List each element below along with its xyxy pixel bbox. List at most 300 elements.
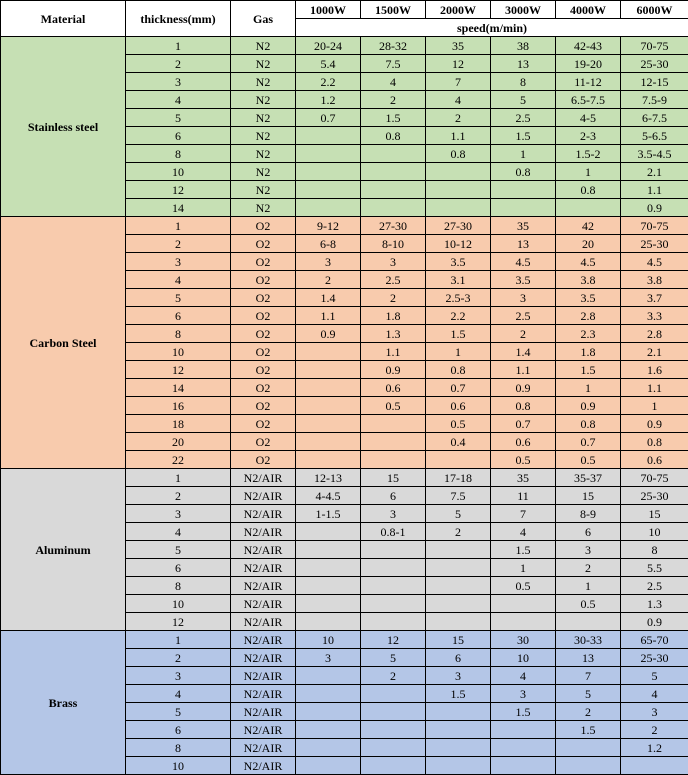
speed-cell: 7 [556, 667, 621, 685]
speed-cell: 0.8 [361, 127, 426, 145]
speed-cell [296, 343, 361, 361]
speed-cell [296, 397, 361, 415]
speed-cell [556, 757, 621, 775]
speed-cell: 13 [491, 235, 556, 253]
speed-cell: 1.5 [556, 361, 621, 379]
speed-cell: 1.5 [426, 325, 491, 343]
speed-cell: 12-13 [296, 469, 361, 487]
speed-cell: 1.1 [426, 127, 491, 145]
gas-cell: O2 [231, 379, 296, 397]
speed-cell: 1 [621, 397, 688, 415]
gas-cell: O2 [231, 397, 296, 415]
gas-cell: N2/AIR [231, 469, 296, 487]
speed-cell: 0.6 [361, 379, 426, 397]
header-gas: Gas [231, 1, 296, 37]
speed-cell [426, 739, 491, 757]
speed-cell: 12 [361, 631, 426, 649]
thickness-cell: 5 [126, 703, 231, 721]
speed-cell: 6 [361, 487, 426, 505]
speed-cell [426, 559, 491, 577]
speed-cell: 1 [556, 163, 621, 181]
speed-cell: 5.4 [296, 55, 361, 73]
speed-cell [361, 145, 426, 163]
speed-cell: 1.2 [621, 739, 688, 757]
gas-cell: O2 [231, 235, 296, 253]
speed-cell: 4.5 [621, 253, 688, 271]
header-thickness: thickness(mm) [126, 1, 231, 37]
speed-cell: 2 [361, 667, 426, 685]
speed-cell: 0.5 [556, 595, 621, 613]
table-row [1, 217, 688, 235]
speed-cell [361, 721, 426, 739]
thickness-cell: 12 [126, 361, 231, 379]
speed-cell [361, 541, 426, 559]
speed-cell [361, 163, 426, 181]
speed-cell: 65-70 [621, 631, 688, 649]
speed-cell: 2 [621, 721, 688, 739]
speed-cell: 4.5 [556, 253, 621, 271]
speed-cell: 3 [361, 253, 426, 271]
speed-cell [296, 685, 361, 703]
speed-cell: 3.5 [556, 289, 621, 307]
speed-cell: 5 [426, 505, 491, 523]
speed-cell: 0.8 [621, 433, 688, 451]
thickness-cell: 12 [126, 613, 231, 631]
speed-cell: 6-7.5 [621, 109, 688, 127]
gas-cell: N2 [231, 55, 296, 73]
speed-cell: 25-30 [621, 649, 688, 667]
speed-cell: 5 [491, 91, 556, 109]
speed-cell: 2 [426, 109, 491, 127]
speed-cell: 27-30 [361, 217, 426, 235]
speed-cell: 1.5 [491, 127, 556, 145]
speed-cell: 0.5 [361, 397, 426, 415]
gas-cell: N2/AIR [231, 595, 296, 613]
speed-cell: 6.5-7.5 [556, 91, 621, 109]
speed-cell [426, 757, 491, 775]
speed-cell: 70-75 [621, 469, 688, 487]
speed-cell [296, 739, 361, 757]
gas-cell: O2 [231, 307, 296, 325]
speed-cell: 13 [491, 55, 556, 73]
thickness-cell: 18 [126, 415, 231, 433]
speed-cell: 0.7 [491, 415, 556, 433]
thickness-cell: 3 [126, 667, 231, 685]
speed-cell [361, 703, 426, 721]
speed-cell: 1.4 [296, 289, 361, 307]
speed-cell: 0.8 [426, 361, 491, 379]
thickness-cell: 3 [126, 505, 231, 523]
gas-cell: N2/AIR [231, 667, 296, 685]
header-power-3000w: 3000W [491, 1, 556, 19]
speed-cell [296, 163, 361, 181]
speed-cell: 12 [426, 55, 491, 73]
speed-cell: 25-30 [621, 55, 688, 73]
speed-cell [296, 415, 361, 433]
speed-cell: 4 [491, 523, 556, 541]
speed-cell: 0.5 [426, 415, 491, 433]
gas-cell: N2/AIR [231, 649, 296, 667]
speed-cell [296, 523, 361, 541]
speed-cell: 2 [556, 559, 621, 577]
speed-cell [426, 703, 491, 721]
speed-cell: 2 [491, 325, 556, 343]
speed-cell: 1 [491, 559, 556, 577]
speed-cell: 8-9 [556, 505, 621, 523]
speed-cell: 0.9 [621, 613, 688, 631]
speed-cell [491, 739, 556, 757]
speed-cell: 0.8 [426, 145, 491, 163]
gas-cell: N2/AIR [231, 541, 296, 559]
speed-cell [426, 163, 491, 181]
speed-cell: 3 [426, 667, 491, 685]
speed-cell: 1.4 [491, 343, 556, 361]
speed-cell [491, 613, 556, 631]
speed-cell: 35 [491, 217, 556, 235]
speed-cell: 1.5 [361, 109, 426, 127]
speed-cell: 15 [621, 505, 688, 523]
speed-cell [361, 181, 426, 199]
speed-cell: 42 [556, 217, 621, 235]
speed-cell: 3 [491, 685, 556, 703]
speed-cell: 17-18 [426, 469, 491, 487]
thickness-cell: 1 [126, 469, 231, 487]
speed-cell: 1.8 [361, 307, 426, 325]
speed-cell: 1.8 [556, 343, 621, 361]
material-cell: Carbon Steel [1, 217, 126, 469]
material-cell: Aluminum [1, 469, 126, 631]
speed-cell: 2.8 [621, 325, 688, 343]
speed-cell: 3.5-4.5 [621, 145, 688, 163]
speed-cell: 3.5 [426, 253, 491, 271]
thickness-cell: 14 [126, 199, 231, 217]
speed-cell: 6 [556, 523, 621, 541]
speed-cell [556, 739, 621, 757]
gas-cell: O2 [231, 343, 296, 361]
speed-cell: 1 [556, 379, 621, 397]
speed-cell: 1.6 [621, 361, 688, 379]
speed-cell [296, 433, 361, 451]
speed-cell: 7.5 [361, 55, 426, 73]
speed-cell: 28-32 [361, 37, 426, 55]
gas-cell: N2/AIR [231, 631, 296, 649]
speed-cell: 11-12 [556, 73, 621, 91]
speed-cell [426, 595, 491, 613]
gas-cell: N2 [231, 109, 296, 127]
speed-cell [361, 451, 426, 469]
speed-cell: 25-30 [621, 487, 688, 505]
speed-cell [361, 433, 426, 451]
table-row [1, 631, 688, 649]
speed-cell [296, 541, 361, 559]
table-header [1, 1, 688, 37]
thickness-cell: 6 [126, 559, 231, 577]
header-speed-unit: speed(m/min) [296, 19, 688, 37]
gas-cell: N2/AIR [231, 685, 296, 703]
speed-cell: 5-6.5 [621, 127, 688, 145]
gas-cell: N2 [231, 199, 296, 217]
gas-cell: O2 [231, 451, 296, 469]
speed-cell [426, 181, 491, 199]
speed-cell: 35-37 [556, 469, 621, 487]
speed-cell [296, 559, 361, 577]
speed-cell: 7.5-9 [621, 91, 688, 109]
speed-cell: 35 [426, 37, 491, 55]
speed-cell: 3.7 [621, 289, 688, 307]
speed-cell: 0.7 [556, 433, 621, 451]
speed-cell: 27-30 [426, 217, 491, 235]
speed-cell: 1.2 [296, 91, 361, 109]
speed-cell: 6-8 [296, 235, 361, 253]
speed-cell: 11 [491, 487, 556, 505]
speed-cell: 1 [491, 145, 556, 163]
speed-cell [296, 451, 361, 469]
speed-cell: 7.5 [426, 487, 491, 505]
speed-cell [296, 721, 361, 739]
speed-cell [296, 703, 361, 721]
speed-cell [426, 577, 491, 595]
speed-cell: 4.5 [491, 253, 556, 271]
speed-cell: 1.5 [491, 541, 556, 559]
speed-cell: 30-33 [556, 631, 621, 649]
thickness-cell: 2 [126, 55, 231, 73]
speed-cell: 4-5 [556, 109, 621, 127]
speed-cell [491, 181, 556, 199]
gas-cell: N2/AIR [231, 487, 296, 505]
speed-cell: 0.6 [621, 451, 688, 469]
speed-cell [491, 721, 556, 739]
speed-cell: 0.9 [296, 325, 361, 343]
speed-cell: 4 [621, 685, 688, 703]
gas-cell: O2 [231, 325, 296, 343]
speed-cell: 9-12 [296, 217, 361, 235]
speed-cell: 0.7 [426, 379, 491, 397]
speed-cell: 0.5 [491, 451, 556, 469]
speed-cell: 2.5 [361, 271, 426, 289]
speed-cell: 20-24 [296, 37, 361, 55]
speed-cell [361, 739, 426, 757]
speed-cell: 2.3 [556, 325, 621, 343]
speed-cell [296, 757, 361, 775]
speed-cell: 3 [491, 289, 556, 307]
gas-cell: O2 [231, 253, 296, 271]
speed-cell: 2.8 [556, 307, 621, 325]
speed-cell: 2 [556, 703, 621, 721]
speed-cell: 2-3 [556, 127, 621, 145]
speed-cell: 0.5 [556, 451, 621, 469]
speed-cell: 1.5 [491, 703, 556, 721]
speed-cell: 3 [361, 505, 426, 523]
speed-cell: 12-15 [621, 73, 688, 91]
thickness-cell: 8 [126, 739, 231, 757]
speed-cell: 30 [491, 631, 556, 649]
speed-cell: 5.5 [621, 559, 688, 577]
speed-cell: 0.9 [361, 361, 426, 379]
speed-cell: 1.5 [426, 685, 491, 703]
gas-cell: N2/AIR [231, 523, 296, 541]
speed-cell: 1.3 [621, 595, 688, 613]
speed-cell: 2.5 [491, 109, 556, 127]
gas-cell: N2/AIR [231, 703, 296, 721]
thickness-cell: 6 [126, 307, 231, 325]
gas-cell: N2 [231, 163, 296, 181]
speed-cell: 35 [491, 469, 556, 487]
speed-cell: 2 [426, 523, 491, 541]
header-power-1000w: 1000W [296, 1, 361, 19]
speed-cell: 3.1 [426, 271, 491, 289]
thickness-cell: 3 [126, 253, 231, 271]
speed-cell: 20 [556, 235, 621, 253]
speed-cell [426, 721, 491, 739]
thickness-cell: 4 [126, 91, 231, 109]
thickness-cell: 2 [126, 235, 231, 253]
thickness-cell: 16 [126, 397, 231, 415]
speed-cell [361, 559, 426, 577]
thickness-cell: 10 [126, 343, 231, 361]
speed-cell: 1.5-2 [556, 145, 621, 163]
speed-cell: 0.9 [556, 397, 621, 415]
speed-cell: 8-10 [361, 235, 426, 253]
material-cell: Stainless steel [1, 37, 126, 217]
gas-cell: O2 [231, 361, 296, 379]
speed-cell: 0.8-1 [361, 523, 426, 541]
speed-cell: 2.5 [621, 577, 688, 595]
speed-cell [296, 379, 361, 397]
speed-cell: 0.9 [621, 415, 688, 433]
speed-cell: 7 [426, 73, 491, 91]
speed-cell [361, 199, 426, 217]
speed-cell: 1.3 [361, 325, 426, 343]
thickness-cell: 4 [126, 523, 231, 541]
thickness-cell: 1 [126, 37, 231, 55]
speed-cell: 3 [556, 541, 621, 559]
speed-cell: 2.2 [296, 73, 361, 91]
gas-cell: O2 [231, 415, 296, 433]
speed-cell: 1.1 [621, 379, 688, 397]
speed-cell: 1-1.5 [296, 505, 361, 523]
speed-cell: 0.8 [556, 415, 621, 433]
gas-cell: N2 [231, 73, 296, 91]
speed-cell: 0.5 [491, 577, 556, 595]
gas-cell: N2 [231, 91, 296, 109]
speed-cell [296, 199, 361, 217]
header-power-1500w: 1500W [361, 1, 426, 19]
thickness-cell: 4 [126, 271, 231, 289]
thickness-cell: 6 [126, 127, 231, 145]
speed-cell: 4 [426, 91, 491, 109]
speed-cell [491, 757, 556, 775]
speed-cell: 10 [621, 523, 688, 541]
gas-cell: N2 [231, 145, 296, 163]
speed-cell [296, 181, 361, 199]
speed-cell: 0.9 [621, 199, 688, 217]
gas-cell: O2 [231, 217, 296, 235]
speed-cell [361, 685, 426, 703]
gas-cell: O2 [231, 289, 296, 307]
speed-cell [426, 199, 491, 217]
thickness-cell: 14 [126, 379, 231, 397]
speed-cell: 5 [556, 685, 621, 703]
thickness-cell: 3 [126, 73, 231, 91]
thickness-cell: 20 [126, 433, 231, 451]
speed-cell: 1.1 [296, 307, 361, 325]
speed-cell: 3 [296, 649, 361, 667]
speed-cell: 3 [621, 703, 688, 721]
speed-cell: 10 [491, 649, 556, 667]
speed-cell: 0.6 [491, 433, 556, 451]
speed-cell: 1 [556, 577, 621, 595]
thickness-cell: 2 [126, 487, 231, 505]
speed-cell: 3.8 [621, 271, 688, 289]
thickness-cell: 8 [126, 577, 231, 595]
speed-cell: 7 [491, 505, 556, 523]
speed-cell: 6 [426, 649, 491, 667]
speed-cell: 0.4 [426, 433, 491, 451]
speed-cell [621, 757, 688, 775]
speed-cell: 2 [296, 271, 361, 289]
header-material: Material [1, 1, 126, 37]
thickness-cell: 5 [126, 109, 231, 127]
speed-cell: 2.1 [621, 343, 688, 361]
speed-cell [491, 199, 556, 217]
speed-cell [296, 595, 361, 613]
speed-cell: 2.1 [621, 163, 688, 181]
speed-cell: 8 [621, 541, 688, 559]
speed-cell [296, 613, 361, 631]
thickness-cell: 8 [126, 325, 231, 343]
speed-cell: 8 [491, 73, 556, 91]
speed-cell [296, 145, 361, 163]
header-power-6000w: 6000W [621, 1, 688, 19]
speed-cell: 10 [296, 631, 361, 649]
table-body [1, 37, 688, 775]
speed-cell: 4 [491, 667, 556, 685]
speed-cell: 0.8 [556, 181, 621, 199]
speed-cell: 1.1 [491, 361, 556, 379]
gas-cell: N2/AIR [231, 505, 296, 523]
speed-cell: 70-75 [621, 217, 688, 235]
speed-cell: 13 [556, 649, 621, 667]
speed-cell: 25-30 [621, 235, 688, 253]
speed-cell [361, 595, 426, 613]
thickness-cell: 1 [126, 631, 231, 649]
thickness-cell: 4 [126, 685, 231, 703]
speed-cell: 0.6 [426, 397, 491, 415]
speed-cell: 2 [361, 91, 426, 109]
header-power-2000w: 2000W [426, 1, 491, 19]
thickness-cell: 10 [126, 595, 231, 613]
speed-cell: 4-4.5 [296, 487, 361, 505]
speed-cell: 1 [426, 343, 491, 361]
speed-cell: 19-20 [556, 55, 621, 73]
thickness-cell: 10 [126, 163, 231, 181]
thickness-cell: 6 [126, 721, 231, 739]
speed-cell: 15 [556, 487, 621, 505]
speed-cell: 2.5-3 [426, 289, 491, 307]
speed-cell: 38 [491, 37, 556, 55]
speed-cell: 2.2 [426, 307, 491, 325]
speed-cell: 3 [296, 253, 361, 271]
speed-cell [361, 577, 426, 595]
speed-cell: 3.5 [491, 271, 556, 289]
gas-cell: N2 [231, 127, 296, 145]
speed-cell: 70-75 [621, 37, 688, 55]
gas-cell: N2/AIR [231, 577, 296, 595]
header-power-4000w: 4000W [556, 1, 621, 19]
speed-cell [361, 757, 426, 775]
speed-cell [296, 577, 361, 595]
material-cell: Brass [1, 631, 126, 775]
